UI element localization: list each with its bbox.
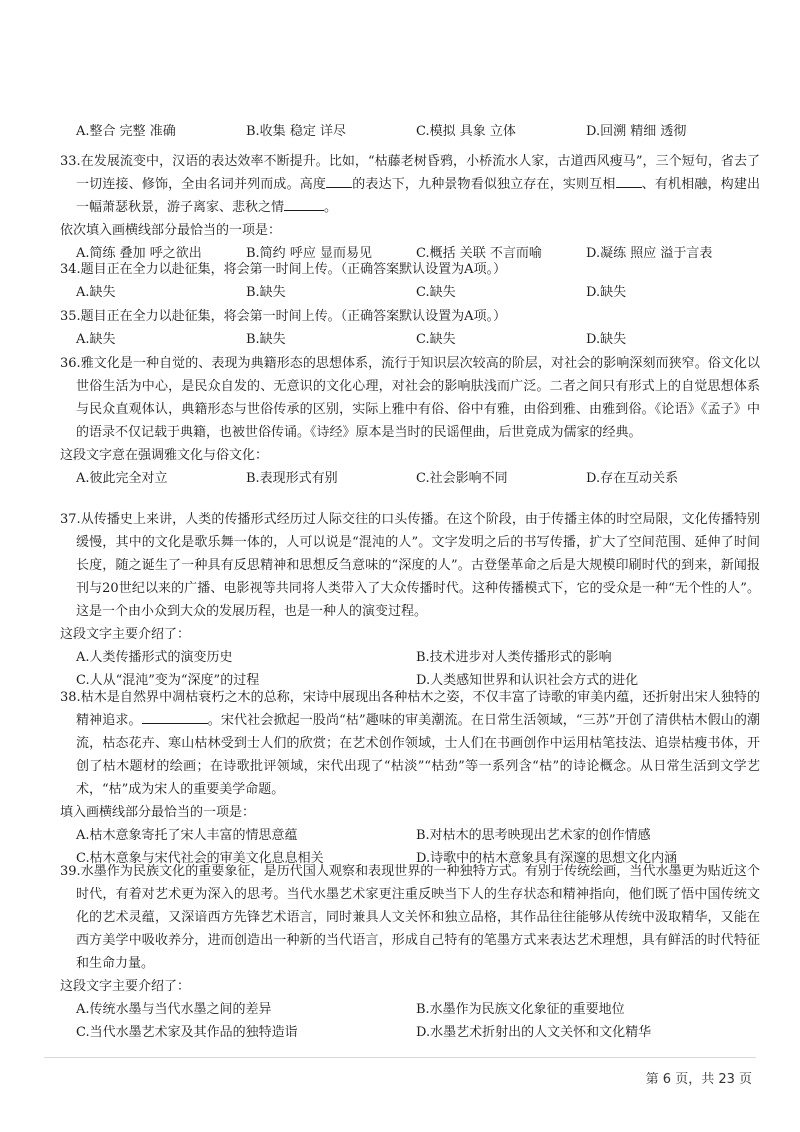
option-a: A.传统水墨与当代水墨之间的差异 — [76, 1002, 272, 1017]
option-c: C.当代水墨艺术家及其作品的独特造诣 — [76, 1025, 298, 1040]
question-39 — [60, 860, 760, 1044]
question-stem: 39.水墨作为民族文化的重要象征，是历代国人观察和表现世界的一种独特方式。有别于传统绘画，当代水墨更为贴近这个时代，有着对艺术更为深入的思考。当代水墨艺术家更注重反映当下人的生存状态和精神指向，他们既了悟中国传统文化的艺术灵蕴，又深谙西方先锋艺术语言，同时兼具人文关怀和独立品格，其作品往往能够从传统中汲取精华，又能在西方美学中吸收养分，进而创造出一种新的当代语言，形成自己特有的笔墨方式来表达艺术理想，具有鲜活的时代特征和生命力量。 — [60, 864, 760, 971]
option-a: A.人类传播形式的演变历史 — [76, 650, 233, 665]
question-36 — [60, 352, 760, 490]
option-b: B.表现形式有别 — [246, 471, 338, 486]
option-a: A.缺失 — [76, 285, 116, 300]
option-a: A.缺失 — [76, 332, 116, 347]
option-d: D.凝练 照应 溢于言表 — [586, 246, 713, 261]
blank-line — [326, 173, 352, 188]
option-c: C.社会影响不同 — [416, 471, 508, 486]
option-d: D.缺失 — [586, 285, 627, 300]
option-c: C.人从“混沌”变为“深度”的过程 — [76, 673, 260, 688]
option-c: C.模拟 具象 立体 — [416, 124, 516, 139]
option-d: D.回溯 精细 透彻 — [586, 124, 687, 139]
question-prompt: 这段文字意在强调雅文化与俗文化： — [60, 448, 269, 463]
option-b: B.水墨作为民族文化象征的重要地位 — [416, 1002, 625, 1017]
option-c: C.枯木意象与宋代社会的审美文化息息相关 — [76, 851, 324, 866]
blank-line — [616, 173, 642, 188]
stem-text: 、有机相融，构建出一幅萧瑟秋景，游子离家、悲秋之情 — [76, 177, 760, 215]
question-stem — [60, 686, 760, 801]
page-number: 第 6 页，共 23 页 — [645, 1072, 752, 1087]
option-a: A.枯木意象寄托了宋人丰富的情思意蕴 — [76, 828, 298, 843]
question-38 — [60, 686, 760, 870]
question-prompt: 这段文字主要介绍了： — [60, 979, 191, 994]
options-grid — [60, 998, 760, 1044]
option-b: B.缺失 — [246, 285, 286, 300]
question-34 — [60, 258, 760, 304]
stem-text: 。 — [324, 200, 338, 215]
question-prompt: 依次填入画横线部分最恰当的一项是： — [60, 223, 282, 238]
option-b: B.技术进步对人类传播形式的影响 — [416, 650, 612, 665]
option-d: D.存在互动关系 — [586, 471, 679, 486]
options-row — [60, 281, 760, 304]
question-32 — [60, 120, 760, 143]
option-c: C.缺失 — [416, 332, 456, 347]
question-prompt: 填入画横线部分最恰当的一项是： — [60, 805, 256, 820]
options-row — [60, 467, 760, 490]
option-d: D.缺失 — [586, 332, 627, 347]
option-b: B.缺失 — [246, 332, 286, 347]
stem-text: 38.枯木是自然界中凋枯衰朽之木的总称，宋诗中展现出各种枯木之姿，不仅丰富了诗歌的审美内蕴，还折射出宋人独特的精神追求。 — [60, 690, 760, 728]
footer-divider — [44, 1057, 756, 1058]
stem-text: 的表达下，九种景物看似独立存在，实则互相 — [352, 177, 616, 192]
option-b: B.简约 呼应 显而易见 — [246, 246, 372, 261]
option-b: B.收集 稳定 详尽 — [246, 124, 346, 139]
blank-line — [284, 196, 324, 211]
stem-text: 33.在发展流变中，汉语的表达效率不断提升。比如，“枯藤老树昏鸦，小桥流水人家，古道西风瘦马”，三个短句，省去了一切连接、修饰，全由名词并列而成。高度 — [60, 154, 760, 192]
option-a: A.简练 叠加 呼之欲出 — [76, 246, 202, 261]
option-d: D.人类感知世界和认识社会方式的进化 — [416, 673, 639, 688]
option-d: D.水墨艺术折射出的人文关怀和文化精华 — [416, 1025, 652, 1040]
blank-line — [142, 709, 208, 724]
question-35 — [60, 305, 760, 351]
question-stem — [60, 150, 760, 219]
option-c: C.概括 关联 不言而喻 — [416, 246, 542, 261]
question-33 — [60, 150, 760, 265]
option-d: D.诗歌中的枯木意象具有深邃的思想文化内涵 — [416, 851, 678, 866]
question-stem: 34.题目正在全力以赴征集，将会第一时间上传。（正确答案默认设置为A项。） — [60, 262, 507, 277]
option-c: C.缺失 — [416, 285, 456, 300]
stem-text: 。宋代社会掀起一股尚“枯”趣味的审美潮流。在日常生活领域，“三苏”开创了清供枯木假山的潮流，枯态花卉、寒山枯林受到士人们的欣赏；在艺术创作领域，士人们在书画创作中运用枯笔技法、追崇枯瘦书体，开创了枯木题材的绘画；在诗歌批评领域，宋代出现了“枯淡”“枯劲”等一系列含“枯”的诗论概念。从日常生活到文学艺术，“枯”成为宋人的重要美学命题。 — [76, 713, 760, 797]
question-stem: 37.从传播史上来讲，人类的传播形式经历过人际交往的口头传播。在这个阶段，由于传播主体的时空局限，文化传播特别缓慢，其中的文化是歌乐舞一体的，人可以说是“混沌的人”。文字发明之后的书写传播，扩大了空间范围、延伸了时间长度，随之诞生了一种具有反思精神和思想反刍意味的“深度的人”。古登堡革命之后是大规模印刷时代的到来，新闻报刊与20世纪以来的广播、电影视等共同将人类带入了大众传播时代。这种传播模式下，它的受众是一种“无个性的人”。这是一个由小众到大众的发展历程，也是一种人的演变过程。 — [60, 512, 760, 619]
options-row — [60, 120, 760, 143]
question-prompt: 这段文字主要介绍了： — [60, 627, 191, 642]
option-a: A.彼此完全对立 — [76, 471, 168, 486]
options-row — [60, 328, 760, 351]
option-b: B.对枯木的思考映现出艺术家的创作情感 — [416, 828, 651, 843]
option-a: A.整合 完整 准确 — [76, 124, 176, 139]
question-stem: 35.题目正在全力以赴征集，将会第一时间上传。（正确答案默认设置为A项。） — [60, 309, 507, 324]
question-37 — [60, 508, 760, 692]
question-stem: 36.雅文化是一种自觉的、表现为典籍形态的思想体系，流行于知识层次较高的阶层，对社会的影响深刻而狭窄。俗文化以世俗生活为中心，是民众自发的、无意识的文化心理，对社会的影响肤浅而广泛。二者之间只有形式上的自觉思想体系与民众直观体认，典籍形态与世俗传承的区别，实际上雅中有俗、俗中有雅，由俗到雅、由雅到俗。《论语》《孟子》中的语录不仅记载于典籍，也被世俗传诵。《诗经》原本是当时的民谣俚曲，后世竟成为儒家的经典。 — [60, 356, 760, 440]
